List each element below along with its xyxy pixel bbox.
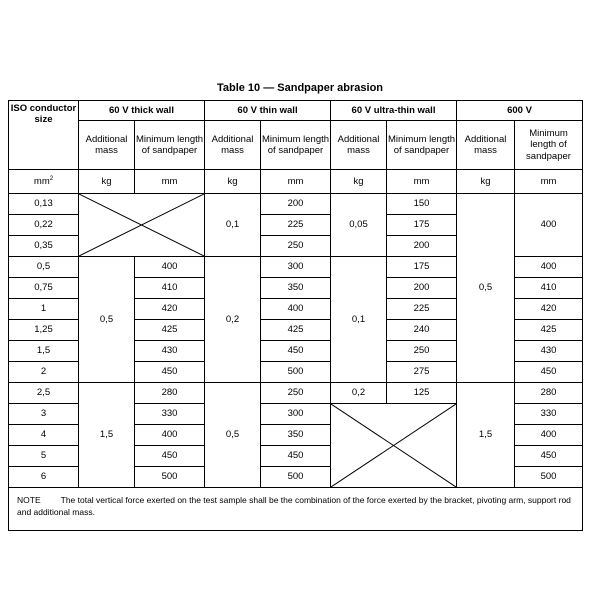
thick-length-cell: 400 [135, 425, 205, 446]
unit-thin-length: mm [261, 170, 331, 194]
600v-length-cell: 400 [515, 194, 583, 257]
thin-length-cell: 450 [261, 446, 331, 467]
thick-mass-cell: 1,5 [79, 383, 135, 488]
thin-length-cell: 300 [261, 257, 331, 278]
unit-thick-mass: kg [79, 170, 135, 194]
600v-length-cell: 425 [515, 320, 583, 341]
thin-length-cell: 200 [261, 194, 331, 215]
600v-mass-cell: 1,5 [457, 383, 515, 488]
thin-wall-header: 60 V thin wall [205, 101, 331, 121]
thick-length-cell: 420 [135, 299, 205, 320]
ultra-mass-cell: 0,1 [331, 257, 387, 383]
unit-600v-length: mm [515, 170, 583, 194]
thick-length-cell: 500 [135, 467, 205, 488]
600v-length-cell: 400 [515, 425, 583, 446]
thin-mass-cell: 0,2 [205, 257, 261, 383]
thin-length-cell: 350 [261, 425, 331, 446]
ultra-length-cell: 200 [387, 278, 457, 299]
thick-length-cell: 430 [135, 341, 205, 362]
size-cell: 0,5 [9, 257, 79, 278]
ultra-length-cell: 150 [387, 194, 457, 215]
unit-mm2: mm [33, 175, 50, 187]
thin-length-cell: 250 [261, 383, 331, 404]
table-note [9, 488, 583, 531]
cross-mark-icon [331, 404, 456, 487]
thin-length-cell: 450 [261, 341, 331, 362]
size-cell: 4 [9, 425, 79, 446]
cross-mark-icon [79, 194, 204, 256]
table-title: Table 10 — Sandpaper abrasion [216, 82, 384, 94]
thick-mass-header: Additional mass [79, 121, 135, 170]
ultra-length-cell: 200 [387, 236, 457, 257]
thin-mass-header: Additional mass [205, 121, 261, 170]
unit-600v-mass: kg [457, 170, 515, 194]
ultra-length-cell: 175 [387, 257, 457, 278]
ultra-length-cell: 275 [387, 362, 457, 383]
thick-length-cell: 410 [135, 278, 205, 299]
size-cell: 1 [9, 299, 79, 320]
thick-not-applicable [79, 194, 205, 257]
600v-length-cell: 410 [515, 278, 583, 299]
thick-length-cell: 280 [135, 383, 205, 404]
thick-length-cell: 450 [135, 446, 205, 467]
size-cell: 0,75 [9, 278, 79, 299]
thin-length-cell: 250 [261, 236, 331, 257]
unit-thick-length: mm [135, 170, 205, 194]
thin-length-cell: 425 [261, 320, 331, 341]
600v-length-cell: 280 [515, 383, 583, 404]
600v-mass-cell: 0,5 [457, 194, 515, 383]
size-cell: 0,35 [9, 236, 79, 257]
thin-length-cell: 350 [261, 278, 331, 299]
600v-length-cell: 500 [515, 467, 583, 488]
600v-length-cell: 400 [515, 257, 583, 278]
ultra-thin-wall-header: 60 V ultra-thin wall [331, 101, 457, 121]
unit-thin-mass: kg [205, 170, 261, 194]
thin-length-cell: 225 [261, 215, 331, 236]
sandpaper-abrasion-table [8, 100, 583, 531]
ultra-length-cell: 225 [387, 299, 457, 320]
thick-mass-cell: 0,5 [79, 257, 135, 383]
thin-mass-cell: 0,5 [205, 383, 261, 488]
ultra-length-cell: 240 [387, 320, 457, 341]
size-cell: 6 [9, 467, 79, 488]
ultra-not-applicable [331, 404, 457, 488]
unit-mm2-exponent: 2 [49, 175, 54, 182]
600v-length-cell: 430 [515, 341, 583, 362]
unit-ultra-mass: kg [331, 170, 387, 194]
thin-length-cell: 500 [261, 467, 331, 488]
unit-ultra-length: mm [387, 170, 457, 194]
ultra-length-cell: 250 [387, 341, 457, 362]
ultra-mass-cell: 0,05 [331, 194, 387, 257]
size-cell: 3 [9, 404, 79, 425]
thick-wall-header: 60 V thick wall [79, 101, 205, 121]
thin-length-header: Minimum length of sandpaper [261, 121, 331, 170]
size-cell: 0,13 [9, 194, 79, 215]
ultra-length-header: Minimum length of sandpaper [387, 121, 457, 170]
size-cell: 1,25 [9, 320, 79, 341]
size-cell: 5 [9, 446, 79, 467]
600v-length-cell: 450 [515, 446, 583, 467]
size-cell: 2,5 [9, 383, 79, 404]
thick-length-cell: 400 [135, 257, 205, 278]
size-cell: 2 [9, 362, 79, 383]
ultra-length-cell: 175 [387, 215, 457, 236]
600v-header: 600 V [457, 101, 583, 121]
thick-length-cell: 425 [135, 320, 205, 341]
600v-length-cell: 420 [515, 299, 583, 320]
thin-mass-cell: 0,1 [205, 194, 261, 257]
size-cell: 1,5 [9, 341, 79, 362]
unit-size [9, 170, 79, 194]
600v-mass-header: Additional mass [457, 121, 515, 170]
size-cell: 0,22 [9, 215, 79, 236]
ultra-mass-cell: 0,2 [331, 383, 387, 404]
600v-length-header: Minimum length of sandpaper [515, 121, 583, 170]
thin-length-cell: 400 [261, 299, 331, 320]
ultra-mass-header: Additional mass [331, 121, 387, 170]
thin-length-cell: 500 [261, 362, 331, 383]
600v-length-cell: 450 [515, 362, 583, 383]
note-label: NOTE [17, 495, 41, 505]
iso-size-header: ISO conductor size [9, 101, 79, 170]
thick-length-header: Minimum length of sandpaper [135, 121, 205, 170]
thick-length-cell: 330 [135, 404, 205, 425]
thick-length-cell: 450 [135, 362, 205, 383]
ultra-length-cell: 125 [387, 383, 457, 404]
600v-length-cell: 330 [515, 404, 583, 425]
note-text: The total vertical force exerted on the test sample shall be the combination of the force exerted by the bracket, pivoting arm, support rod and additional mass. [17, 495, 571, 518]
thin-length-cell: 300 [261, 404, 331, 425]
